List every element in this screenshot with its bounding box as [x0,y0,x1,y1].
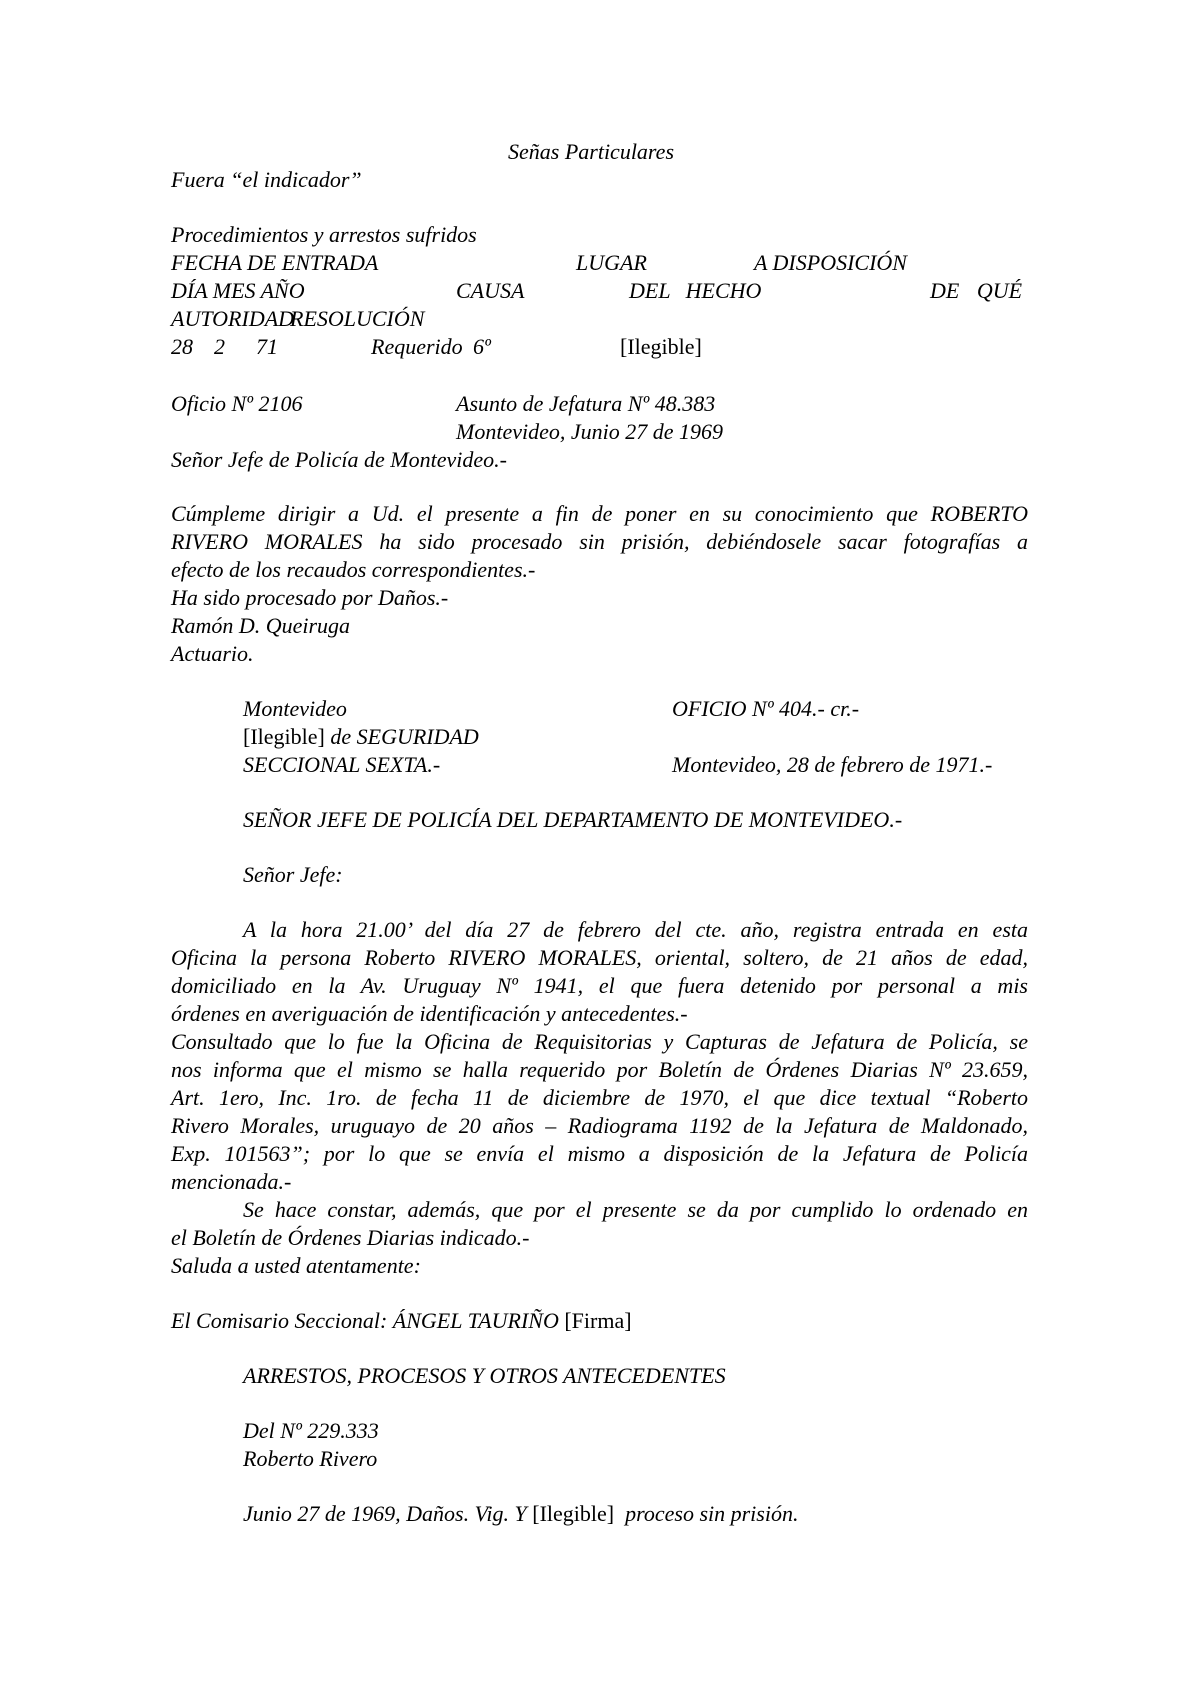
oficio-1969-number: Oficio Nº 2106 [171,391,303,416]
oficio-1969-procesado: Ha sido procesado por Daños.- [171,585,449,610]
oficio-1969-signer-name: Ramón D. Queiruga [171,613,351,638]
col-causa: CAUSA [456,278,525,303]
oficio-1971-ilegible: [Ilegible] [243,724,325,749]
antecedentes-number: Del Nº 229.333 [243,1418,379,1443]
oficio-1969-date: Montevideo, Junio 27 de 1969 [456,419,723,444]
oficio-1971-seguridad: de SEGURIDAD [330,724,479,749]
antecedentes-heading: ARRESTOS, PROCESOS Y OTROS ANTECEDENTES [243,1363,726,1388]
oficio-1971-office [243,723,479,750]
paragraph-2-line-1: Consultado que lo fue la Oficina de Requisitorias y Capturas de Jefatura de Policía, se [171,1029,1028,1054]
oficio-1971-seccional: SECCIONAL SEXTA.- [243,752,441,777]
row-year: 71 [256,334,278,359]
oficio-1971-date: Montevideo, 28 de febrero de 1971.- [672,752,993,777]
antecedentes-entry-b: proceso sin prisión. [625,1501,799,1526]
oficio-1969-body-line-3: efecto de los recaudos correspondientes.- [171,557,536,582]
paragraph-1-line-4: órdenes en averiguación de identificación y antecedentes.- [171,1001,688,1026]
signature-line [171,1307,632,1334]
paragraph-3-line-1: Se hace constar, además, que por el presente se da por cumplido lo ordenado en [243,1197,1028,1222]
col-autoridad: AUTORIDAD [171,306,295,331]
row-lugar: 6º [473,334,491,359]
oficio-1969-recipient: Señor Jefe de Policía de Montevideo.- [171,447,507,472]
fuera-line: Fuera “el indicador” [171,167,362,192]
col-fecha-entrada: FECHA DE ENTRADA [171,250,379,275]
oficio-1969-signer-role: Actuario. [171,641,254,666]
oficio-1971-recipient: SEÑOR JEFE DE POLICÍA DEL DEPARTAMENTO DE MONTEVIDEO.- [243,807,903,832]
paragraph-2-line-5: Exp. 101563”; por lo que se envía el mismo a disposición de la Jefatura de Policía [171,1141,1028,1166]
oficio-1969-body-line-2: RIVERO MORALES ha sido procesado sin prisión, debiéndosele sacar fotografías a [171,529,1028,554]
oficio-1971-salutation: Señor Jefe: [243,862,343,887]
antecedentes-entry-ilegible: [Ilegible] [532,1501,615,1526]
row-causa: Requerido [371,334,463,359]
closing-line: Saluda a usted atentamente: [171,1253,421,1278]
row-ilegible: [Ilegible] [620,334,702,359]
oficio-1969-body-line-1: Cúmpleme dirigir a Ud. el presente a fin de poner en su conocimiento que ROBERTO [171,501,1028,526]
col-lugar: LUGAR [576,250,647,275]
antecedentes-name: Roberto Rivero [243,1446,378,1471]
oficio-1971-place: Montevideo [243,696,347,721]
signature-label: El Comisario Seccional: ÁNGEL TAURIÑO [171,1308,559,1333]
oficio-1969-asunto: Asunto de Jefatura Nº 48.383 [456,391,716,416]
paragraph-2-line-6: mencionada.- [171,1169,292,1194]
col-a-disposicion: A DISPOSICIÓN [754,250,907,275]
col-dia-mes-ano: DÍA MES AÑO [171,278,305,303]
row-month: 2 [214,334,225,359]
signature-mark: [Firma] [564,1308,632,1333]
page-title: Señas Particulares [508,139,674,164]
paragraph-1-line-1: A la hora 21.00’ del día 27 de febrero del cte. año, registra entrada en esta [243,917,1028,942]
paragraph-3-line-2: el Boletín de Órdenes Diarias indicado.- [171,1225,530,1250]
antecedentes-entry-a: Junio 27 de 1969, Daños. Vig. Y [243,1501,527,1526]
row-day: 28 [171,334,193,359]
procedimientos-heading: Procedimientos y arrestos sufridos [171,222,477,247]
antecedentes-entry [243,1500,798,1527]
col-del-hecho: DEL HECHO [629,278,762,303]
col-resolucion: RESOLUCIÓN [290,306,425,331]
paragraph-2-line-3: Art. 1ero, Inc. 1ro. de fecha 11 de diciembre de 1970, el que dice textual “Roberto [171,1085,1028,1110]
paragraph-1-line-3: domiciliado en la Av. Uruguay Nº 1941, el que fuera detenido por personal a mis [171,973,1028,998]
paragraph-2-line-2: nos informa que el mismo se halla requerido por Boletín de Órdenes Diarias Nº 23.659, [171,1057,1028,1082]
paragraph-2-line-4: Rivero Morales, uruguayo de 20 años – Radiograma 1192 de la Jefatura de Maldonado, [171,1113,1028,1138]
oficio-1971-number: OFICIO Nº 404.- cr.- [672,696,860,721]
col-de-que: DE QUÉ [930,278,1023,303]
paragraph-1-line-2: Oficina la persona Roberto RIVERO MORALES, oriental, soltero, de 21 años de edad, [171,945,1028,970]
